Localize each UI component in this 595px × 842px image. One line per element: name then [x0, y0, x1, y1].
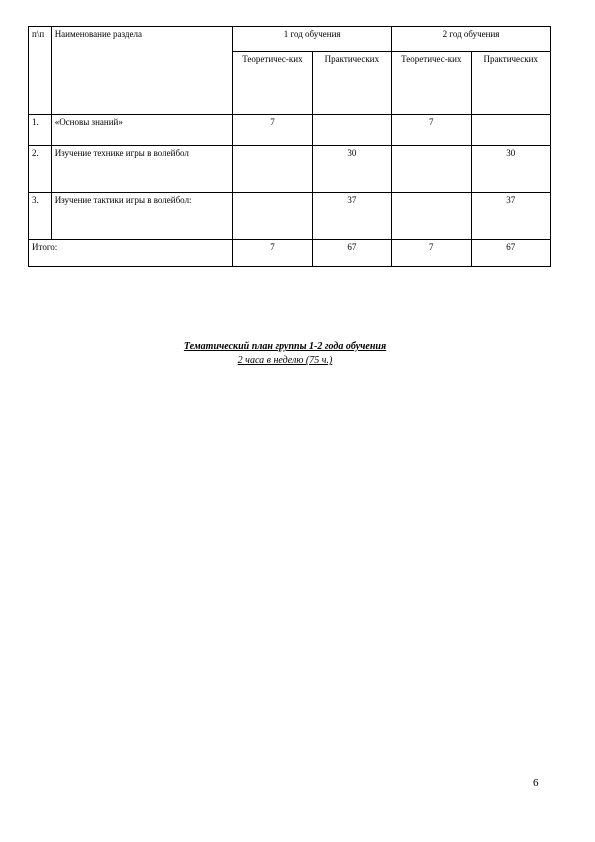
- row-num: 3.: [29, 193, 52, 240]
- row-year-1-practice: 37: [312, 193, 391, 240]
- total-year-2-theory: 7: [392, 240, 471, 267]
- row-year-1-practice: 30: [312, 146, 391, 193]
- header-year-1: 1 год обучения: [233, 27, 392, 52]
- row-year-1-practice: [312, 115, 391, 146]
- plan-subtitle: 2 часа в неделю (75 ч.): [237, 355, 333, 366]
- total-year-1-practice: 67: [312, 240, 391, 267]
- header-num: п\п: [29, 27, 52, 115]
- row-year-1-theory: [233, 193, 312, 240]
- table-row: [29, 115, 551, 146]
- header-year-2-theory: Теоретичес-ких: [392, 52, 471, 115]
- row-year-1-theory: [233, 146, 312, 193]
- table-row: [29, 146, 551, 193]
- thematic-plan-table: [28, 26, 551, 267]
- table-row: [29, 193, 551, 240]
- row-year-2-theory: 7: [392, 115, 471, 146]
- row-year-2-practice: [471, 115, 550, 146]
- page-number: 6: [533, 777, 539, 789]
- row-year-2-theory: [392, 193, 471, 240]
- header-year-1-theory: Теоретичес-ких: [233, 52, 312, 115]
- row-year-2-practice: 37: [471, 193, 550, 240]
- row-section-name: «Основы знаний»: [51, 115, 233, 146]
- table-header-row: [29, 27, 551, 52]
- total-label: Итого:: [29, 240, 233, 267]
- total-year-1-theory: 7: [233, 240, 312, 267]
- table-total-row: [29, 240, 551, 267]
- row-num: 2.: [29, 146, 52, 193]
- row-year-1-theory: 7: [233, 115, 312, 146]
- header-year-2-practice: Практических: [471, 52, 550, 115]
- header-year-2: 2 год обучения: [392, 27, 551, 52]
- total-year-2-practice: 67: [471, 240, 550, 267]
- header-year-1-practice: Практических: [312, 52, 391, 115]
- row-year-2-theory: [392, 146, 471, 193]
- row-num: 1.: [29, 115, 52, 146]
- row-year-2-practice: 30: [471, 146, 550, 193]
- header-section-name: Наименование раздела: [51, 27, 233, 115]
- row-section-name: Изучение технике игры в волейбол: [51, 146, 233, 193]
- plan-title: Тематический план группы 1-2 года обучения: [183, 341, 387, 352]
- row-section-name: Изучение тактики игры в волейбол:: [51, 193, 233, 240]
